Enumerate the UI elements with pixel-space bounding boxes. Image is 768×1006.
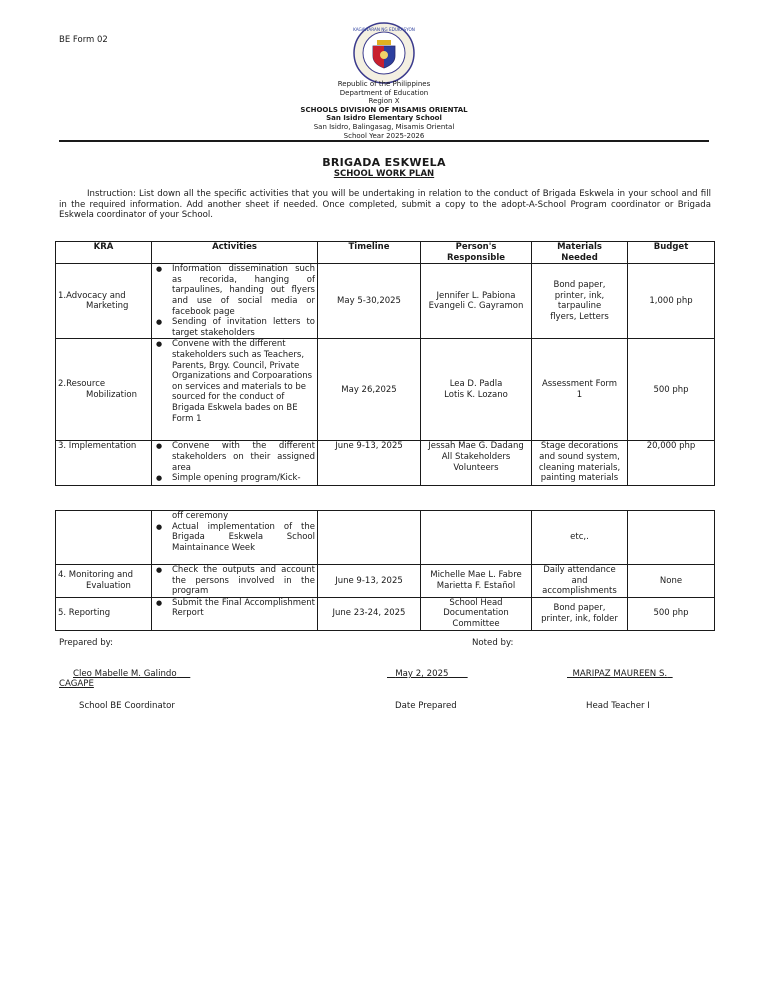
person-cell: Michelle Mae L. Fabre Marietta F. Estañol <box>421 565 532 598</box>
letterhead-line-3: Region X <box>368 97 400 106</box>
materials-cell: Daily attendance and accomplishments <box>532 565 628 598</box>
instruction-paragraph <box>59 189 711 221</box>
timeline-cell: May 26,2025 <box>318 339 421 441</box>
instruction-text: Instruction: List down all the specific activities that you will be undertaking in relation to the conduct of Brigada Eskwela in your school and fill in the required information. Add another sheet if needed. Once completed, submit a copy to the adopt-A-School Program coordinator or Brigada Eskwela coordinator of your School. <box>59 189 711 221</box>
timeline-cell: June 9-13, 2025 <box>318 441 421 486</box>
list-item: ● Submit the Final Accomplishment Rerport <box>172 598 315 619</box>
timeline-cell: June 23-24, 2025 <box>318 597 421 630</box>
kra-cell: 5. Reporting <box>56 597 152 630</box>
materials-cell: Bond paper, printer, ink, tarpauline flyers, Letters <box>532 264 628 339</box>
col-header-materials: Materials Needed <box>532 242 628 264</box>
budget-cell <box>628 511 715 565</box>
activities-cell <box>152 264 318 339</box>
list-item: ● Information dissemination such as recorida, hanging of tarpaulines, handing out flyers and use of social media or facebook page <box>172 264 315 317</box>
materials-cell: Bond paper, printer, ink, folder <box>532 597 628 630</box>
letterhead-line-2: Department of Education <box>339 88 429 97</box>
letterhead-address: San Isidro, Balingasag, Misamis Oriental <box>313 122 455 131</box>
table-header-row <box>56 242 715 264</box>
person-cell: Lea D. Padla Lotis K. Lozano <box>421 339 532 441</box>
preparer-name: Cleo Mabelle M. Galindo CAGAPE <box>59 669 177 689</box>
svg-text:KAGAWARAN NG EDUKASYON <box>353 27 415 32</box>
date-prepared-label: Date Prepared <box>395 701 457 711</box>
table-row <box>56 597 715 630</box>
letterhead <box>0 80 768 140</box>
person-cell: School Head Documentation Committee <box>421 597 532 630</box>
letterhead-school: San Isidro Elementary School <box>326 114 442 123</box>
form-number: BE Form 02 <box>59 35 108 45</box>
materials-cell: Assessment Form 1 <box>532 339 628 441</box>
preparer-role: School BE Coordinator <box>79 701 175 711</box>
col-header-timeline: Timeline <box>318 242 421 264</box>
table-row <box>56 511 715 565</box>
timeline-cell: May 5-30,2025 <box>318 264 421 339</box>
page-title: BRIGADA ESKWELA <box>322 156 446 169</box>
page-subtitle: SCHOOL WORK PLAN <box>333 169 435 179</box>
timeline-cell <box>318 511 421 565</box>
col-header-person: Person's Responsible <box>421 242 532 264</box>
activities-cell <box>152 441 318 486</box>
kra-cell: 2.Resource Mobilization <box>56 339 152 441</box>
work-plan-table-page-2 <box>55 510 715 631</box>
list-item: ● Simple opening program/Kick- <box>172 473 315 484</box>
deped-seal-logo <box>353 22 415 84</box>
kra-cell <box>56 511 152 565</box>
activities-cell <box>152 597 318 630</box>
col-header-kra: KRA <box>56 242 152 264</box>
table-row <box>56 441 715 486</box>
materials-cell: Stage decorations and sound system, cleaning materials, painting materials <box>532 441 628 486</box>
activities-cell <box>152 339 318 441</box>
person-cell: Jennifer L. Pabiona Evangeli C. Gayramon <box>421 264 532 339</box>
budget-cell: 500 php <box>628 339 715 441</box>
letterhead-line-1: Republic of the Philippines <box>337 80 431 88</box>
col-header-budget: Budget <box>628 242 715 264</box>
budget-cell: 20,000 php <box>628 441 715 486</box>
letterhead-school-year: School Year 2025-2026 <box>343 131 425 140</box>
seal-text: KAGAWARAN NG EDUKASYON <box>353 27 415 32</box>
table-row <box>56 339 715 441</box>
timeline-cell: June 9-13, 2025 <box>318 565 421 598</box>
activities-cell <box>152 565 318 598</box>
person-cell <box>421 511 532 565</box>
table-row <box>56 565 715 598</box>
table-row <box>56 264 715 339</box>
head-teacher-name: MARIPAZ MAUREEN S. <box>572 669 668 679</box>
list-item: ● Check the outputs and account the persons involved in the program <box>172 565 315 597</box>
person-cell: Jessah Mae G. Dadang All Stakeholders Volunteers <box>421 441 532 486</box>
work-plan-table-page-1 <box>55 241 715 486</box>
noted-by-label: Noted by: <box>472 638 514 648</box>
materials-cell: etc,. <box>532 511 628 565</box>
list-item-continuation: off ceremony <box>172 511 229 521</box>
prepared-by-label: Prepared by: <box>59 638 114 648</box>
letterhead-division: SCHOOLS DIVISION OF MISAMIS ORIENTAL <box>300 105 468 114</box>
col-header-activities: Activities <box>152 242 318 264</box>
head-teacher-role: Head Teacher I <box>586 701 650 711</box>
budget-cell: 1,000 php <box>628 264 715 339</box>
list-item: ● Convene with the different stakeholders such as Teachers, Parents, Brgy. Council, Private Organizations and Corpoarations on services and materials to be sourced for the conduct of Brigada Eskwela bades on BE Form 1 <box>172 339 315 424</box>
list-item: ● Sending of invitation letters to target stakeholders <box>172 317 315 338</box>
header-divider <box>59 140 709 142</box>
list-item: ● Actual implementation of the Brigada Eskwela School Maintainance Week <box>172 522 315 554</box>
list-item: ● Convene with the different stakeholders on their assigned area <box>172 441 315 473</box>
kra-cell: 4. Monitoring and Evaluation <box>56 565 152 598</box>
activities-cell <box>152 511 318 565</box>
budget-cell: None <box>628 565 715 598</box>
date-prepared-value: May 2, 2025 <box>395 669 449 679</box>
kra-cell: 3. Implementation <box>56 441 152 486</box>
budget-cell: 500 php <box>628 597 715 630</box>
kra-cell: 1.Advocacy and Marketing <box>56 264 152 339</box>
